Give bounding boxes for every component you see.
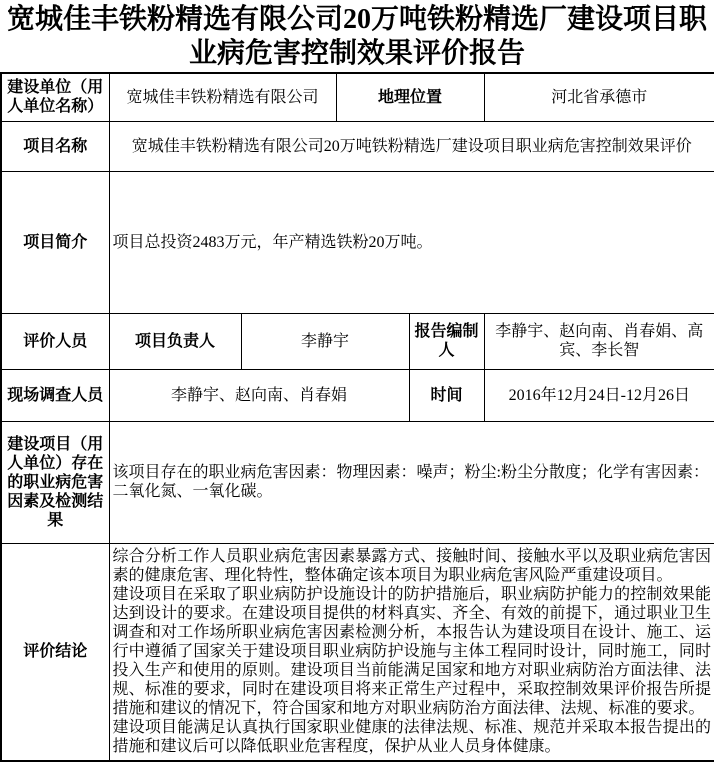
conclusion-value xyxy=(109,543,714,761)
evaluators-label: 评价人员 xyxy=(1,313,109,369)
project-intro-label: 项目简介 xyxy=(1,171,109,313)
report-table xyxy=(0,72,714,762)
location-label: 地理位置 xyxy=(336,73,484,121)
row-project-name xyxy=(1,121,714,171)
hazard-factors-label: 建设项目（用人单位）存在的职业病危害因素及检测结果 xyxy=(1,421,109,543)
report-writers-label: 报告编制人 xyxy=(409,313,484,369)
hazard-factors-value: 该项目存在的职业病危害因素：物理因素：噪声；粉尘:粉尘分散度；化学有害因素：二氧化氮、一氧化碳。 xyxy=(109,421,714,543)
row-hazard-factors xyxy=(1,421,714,543)
conclusion-label: 评价结论 xyxy=(1,543,109,761)
time-value: 2016年12月24日-12月26日 xyxy=(484,369,714,421)
construction-unit-label: 建设单位（用人单位名称） xyxy=(1,73,109,121)
project-name-value: 宽城佳丰铁粉精选有限公司20万吨铁粉精选厂建设项目职业病危害控制效果评价 xyxy=(109,121,714,171)
conclusion-paragraph-1: 综合分析工作人员职业病危害因素暴露方式、接触时间、接触水平以及职业病危害因素的健康危害、理化特性，整体确定该本项目为职业病危害风险严重建设项目。 xyxy=(112,548,712,585)
project-leader-value: 李静宇 xyxy=(241,313,409,369)
site-survey-label: 现场调查人员 xyxy=(1,369,109,421)
time-label: 时间 xyxy=(409,369,484,421)
row-construction-unit xyxy=(1,73,714,121)
conclusion-paragraph-2: 建设项目在采取了职业病防护设施设计的防护措施后，职业病防护能力的控制效果能达到设计的要求。在建设项目提供的材料真实、齐全、有效的前提下，通过职业卫生调查和对工作场所职业病危害因素检测分析，本报告认为建设项目在设计、施工、运行中遵循了国家关于建设项目职业病防护设施与主体工程同时设计，同时施工，同时投入生产和使用的原则。建设项目当前能满足国家和地方对职业病防治方面法律、法规、标准的要求，同时在建设项目将来正常生产过程中，采取控制效果评价报告所提措施和建议的情况下，符合国家和地方对职业病防治方面法律、法规、标准的要求。 xyxy=(112,586,712,718)
location-value: 河北省承德市 xyxy=(484,73,714,121)
report-writers-value: 李静宇、赵向南、肖春娟、高宾、李长智 xyxy=(484,313,714,369)
project-intro-value: 项目总投资2483万元，年产精选铁粉20万吨。 xyxy=(109,171,714,313)
row-project-intro xyxy=(1,171,714,313)
site-survey-value: 李静宇、赵向南、肖春娟 xyxy=(109,369,409,421)
report-title: 宽城佳丰铁粉精选有限公司20万吨铁粉精选厂建设项目职业病危害控制效果评价报告 xyxy=(6,4,707,69)
project-leader-label: 项目负责人 xyxy=(109,313,241,369)
project-name-label: 项目名称 xyxy=(1,121,109,171)
row-conclusion xyxy=(1,543,714,761)
row-evaluators xyxy=(1,313,714,369)
construction-unit-value: 宽城佳丰铁粉精选有限公司 xyxy=(109,73,336,121)
row-site-survey xyxy=(1,369,714,421)
conclusion-paragraph-3: 建设项目能满足认真执行国家职业健康的法律法规、标准、规范并采取本报告提出的措施和建议后可以降低职业危害程度，保护从业人员身体健康。 xyxy=(112,719,712,756)
